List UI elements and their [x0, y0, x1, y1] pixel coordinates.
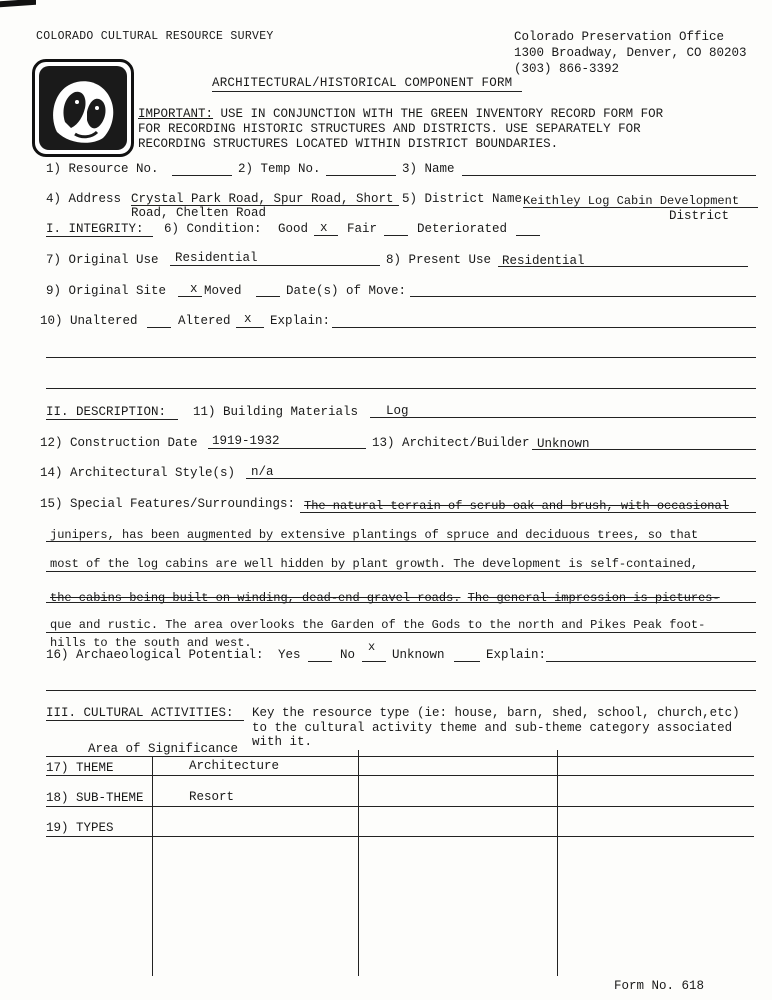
address-value-1[interactable]: Crystal Park Road, Spur Road, Short — [131, 192, 394, 206]
table-row-rule-2 — [46, 806, 754, 807]
explain-line-16-2[interactable] — [46, 690, 756, 691]
unaltered-field[interactable] — [147, 327, 171, 328]
features-underline-1 — [300, 512, 756, 513]
area-heading: Area of Significance — [88, 742, 239, 756]
deteriorated-label: Deteriorated — [417, 222, 508, 236]
features-underline-2 — [46, 541, 756, 542]
table-row-value[interactable]: Resort — [189, 790, 235, 804]
address-value-2[interactable]: Road, Chelten Road — [131, 206, 267, 220]
architect-value[interactable]: Unknown — [537, 437, 590, 451]
materials-label: 11) Building Materials — [193, 405, 359, 419]
features-line-1[interactable]: The natural terrain of scrub oak and brush, with occasional — [304, 499, 729, 513]
name-label: 3) Name — [402, 162, 455, 176]
features-underline-5 — [46, 632, 756, 633]
original-use-field — [170, 265, 380, 266]
moved-field[interactable] — [256, 296, 280, 297]
cultural-underline — [46, 720, 244, 721]
features-label: 15) Special Features/Surroundings: — [40, 497, 296, 511]
unknown-label: Unknown — [392, 648, 445, 662]
altered-field — [236, 327, 264, 328]
resource-no-field[interactable] — [172, 175, 232, 176]
present-use-field — [498, 266, 748, 267]
temp-no-field[interactable] — [326, 175, 396, 176]
form-number: Form No. 618 — [614, 979, 705, 993]
good-mark[interactable]: x — [320, 221, 328, 235]
architect-label: 13) Architect/Builder — [372, 436, 530, 450]
district-value-1[interactable]: Keithley Log Cabin Development — [523, 194, 740, 208]
form-title: ARCHITECTURAL/HISTORICAL COMPONENT FORM — [212, 76, 513, 90]
important-line-2: FOR RECORDING HISTORIC STRUCTURES AND DISTRICTS. USE SEPARATELY FOR — [138, 122, 641, 136]
table-col-divider-3 — [557, 750, 558, 976]
table-row-label: 19) TYPES — [46, 821, 114, 835]
office-name: Colorado Preservation Office — [514, 30, 725, 44]
yes-field[interactable] — [308, 661, 332, 662]
features-underline-4 — [46, 602, 756, 603]
features-line-4a: the cabins being built on winding, dead-end gravel roads. — [50, 591, 461, 605]
form-title-underline — [212, 91, 522, 92]
construction-value[interactable]: 1919-1932 — [212, 434, 280, 448]
explain-label-10: Explain: — [270, 314, 331, 328]
table-row-label: 17) THEME — [46, 761, 114, 775]
no-label: No — [340, 648, 356, 662]
survey-title: COLORADO CULTURAL RESOURCE SURVEY — [36, 30, 274, 43]
explain-field-10[interactable] — [332, 327, 756, 328]
present-use-value[interactable]: Residential — [502, 254, 585, 268]
construction-field — [208, 448, 366, 449]
yes-label: Yes — [278, 648, 301, 662]
preservation-logo — [32, 59, 134, 157]
description-section: II. DESCRIPTION: — [46, 405, 167, 419]
original-use-label: 7) Original Use — [46, 253, 159, 267]
table-row-label: 18) SUB-THEME — [46, 791, 144, 805]
features-line-6[interactable]: hills to the south and west. — [50, 636, 252, 650]
cultural-section: III. CULTURAL ACTIVITIES: — [46, 706, 234, 720]
important-line-1 — [138, 107, 663, 121]
original-site-field — [178, 296, 202, 297]
instruction-line-3: with it. — [252, 735, 313, 749]
style-value[interactable]: n/a — [251, 465, 274, 479]
no-mark[interactable]: x — [368, 640, 376, 654]
table-col-divider-2 — [358, 750, 359, 976]
faces-logo-icon — [35, 62, 131, 154]
date-move-field[interactable] — [410, 296, 756, 297]
important-label: IMPORTANT: — [138, 107, 214, 121]
moved-label: Moved — [204, 284, 242, 298]
table-row-value[interactable]: Architecture — [189, 759, 280, 773]
table-col-divider-1 — [152, 756, 153, 976]
style-label: 14) Architectural Style(s) — [40, 466, 236, 480]
integrity-underline — [46, 236, 153, 237]
features-line-5[interactable]: que and rustic. The area overlooks the Garden of the Gods to the north and Pikes Peak foot- — [50, 618, 706, 632]
materials-field — [370, 417, 756, 418]
address-label: 4) Address — [46, 192, 122, 206]
deteriorated-field[interactable] — [516, 235, 540, 236]
district-label: 5) District Name — [402, 192, 523, 206]
district-value-2[interactable]: District — [669, 209, 730, 223]
construction-label: 12) Construction Date — [40, 436, 198, 450]
unknown-field[interactable] — [454, 661, 480, 662]
altered-mark[interactable]: x — [244, 312, 252, 326]
no-field — [362, 661, 386, 662]
features-line-3[interactable]: most of the log cabins are well hidden by plant growth. The development is self-contained, — [50, 557, 699, 571]
office-phone: (303) 866-3392 — [514, 62, 620, 76]
original-use-value[interactable]: Residential — [175, 251, 258, 265]
table-row-rule-3 — [46, 836, 754, 837]
fair-label: Fair — [347, 222, 378, 236]
instruction-line-1: Key the resource type (ie: house, barn, shed, school, church,etc) — [252, 706, 740, 720]
features-underline-3 — [46, 571, 756, 572]
features-line-4b: The general impression is pictures- — [467, 591, 720, 605]
materials-value[interactable]: Log — [386, 404, 409, 418]
name-field[interactable] — [462, 175, 756, 176]
altered-label: Altered — [178, 314, 231, 328]
date-move-label: Date(s) of Move: — [286, 284, 407, 298]
present-use-label: 8) Present Use — [386, 253, 492, 267]
temp-no-label: 2) Temp No. — [238, 162, 321, 176]
explain-line-3[interactable] — [46, 388, 756, 389]
office-address: 1300 Broadway, Denver, CO 80203 — [514, 46, 747, 60]
features-line-2[interactable]: junipers, has been augmented by extensive plantings of spruce and deciduous trees, so that — [50, 528, 699, 542]
important-text-1: USE IN CONJUNCTION WITH THE GREEN INVENTORY RECORD FORM FOR — [213, 107, 664, 121]
explain-field-16[interactable] — [546, 661, 756, 662]
good-label: Good — [278, 222, 309, 236]
good-field — [314, 235, 338, 236]
architect-field — [532, 449, 756, 450]
fair-field[interactable] — [384, 235, 408, 236]
district-underline — [523, 207, 758, 208]
instruction-line-2: to the cultural activity theme and sub-theme category associated — [252, 721, 733, 735]
original-site-mark[interactable]: x — [190, 282, 198, 296]
table-row-rule-1 — [46, 775, 754, 776]
integrity-section: I. INTEGRITY: — [46, 222, 144, 236]
original-site-label: 9) Original Site — [46, 284, 167, 298]
description-underline — [46, 419, 178, 420]
style-field — [246, 478, 756, 479]
resource-no-label: 1) Resource No. — [46, 162, 159, 176]
condition-label: 6) Condition: — [164, 222, 262, 236]
explain-line-2[interactable] — [46, 357, 756, 358]
scan-artifact — [0, 0, 36, 7]
important-line-3: RECORDING STRUCTURES LOCATED WITHIN DISTRICT BOUNDARIES. — [138, 137, 559, 151]
explain-label-16: Explain: — [486, 648, 547, 662]
archaeology-label: 16) Archaeological Potential: — [46, 648, 264, 662]
unaltered-label: 10) Unaltered — [40, 314, 138, 328]
